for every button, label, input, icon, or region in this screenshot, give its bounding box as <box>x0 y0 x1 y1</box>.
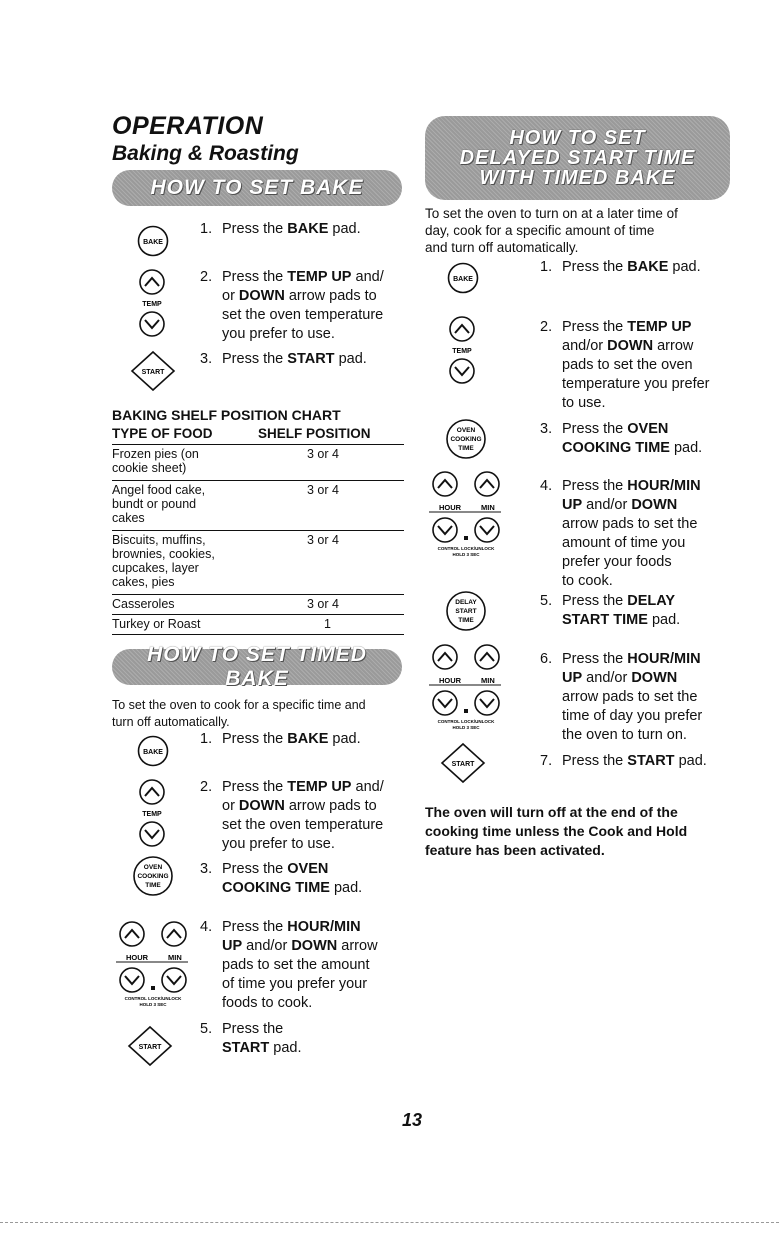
hour-label: HOUR <box>439 676 462 685</box>
step-text: or <box>222 288 239 304</box>
temp-icon-label: TEMP <box>142 811 162 818</box>
step-text: you prefer to use. <box>222 836 335 852</box>
step-bold: BAKE <box>287 731 329 747</box>
hold-label: HOLD 3 SEC <box>452 725 480 730</box>
table-cell: bundt or pound <box>112 497 197 511</box>
step-text: pads to set the amount <box>222 957 370 973</box>
step-text: Press the <box>222 919 288 935</box>
table-cell: cakes <box>112 511 145 525</box>
bake-pad-icon <box>137 225 169 257</box>
time-label: TIME <box>458 617 474 624</box>
intro-line: To set the oven to cook for a specific time and <box>112 698 366 712</box>
banner-line: WITH TIMED BAKE <box>479 167 676 189</box>
hour-min-arrows-icon <box>112 920 198 1010</box>
col-header-food: TYPE OF FOOD <box>112 426 213 441</box>
hour-min-arrows-icon <box>425 643 511 733</box>
step-text: pad. <box>668 259 701 275</box>
step-bold: UP <box>222 938 243 954</box>
cooking-label: COOKING <box>137 873 169 880</box>
bake-pad-icon <box>137 735 169 767</box>
step-bold: BAKE <box>287 221 329 237</box>
start-icon-label: START <box>451 761 475 768</box>
temp-icon-label: TEMP <box>452 348 472 355</box>
table-row <box>112 483 404 531</box>
step-text: Press the <box>222 269 288 285</box>
step-bold: TEMP UP <box>287 269 352 285</box>
table-row <box>112 597 404 615</box>
step-text: temperature you prefer <box>562 376 710 392</box>
table-cell: 3 or 4 <box>307 447 339 461</box>
step-text: and/or <box>582 497 632 513</box>
start-pad-icon <box>440 742 486 784</box>
page-title: OPERATION <box>112 112 264 140</box>
step-text: pad. <box>647 612 681 628</box>
timed-bake-step-5 <box>200 1020 400 1060</box>
intro-line: and turn off automatically. <box>425 240 579 255</box>
step-bold: COOKING TIME <box>222 880 330 896</box>
step-text: pad. <box>334 351 367 367</box>
step-bold: UP <box>562 497 583 513</box>
step-bold: DOWN <box>238 798 285 814</box>
min-label: MIN <box>481 676 495 685</box>
set-bake-step-3 <box>200 350 400 370</box>
step-bold: TEMP UP <box>627 319 692 335</box>
step-text: pad. <box>669 440 703 456</box>
step-number: 1. <box>200 221 213 237</box>
step-bold: START <box>287 351 335 367</box>
step-text: Press the <box>562 753 628 769</box>
step-text: amount of time you <box>562 535 686 551</box>
step-text: Press the <box>562 319 628 335</box>
step-text: Press the <box>222 731 288 747</box>
intro-line: day, cook for a specific amount of time <box>425 223 655 238</box>
step-text: arrow pads to <box>284 288 377 304</box>
step-number: 4. <box>200 919 213 935</box>
step-bold: UP <box>562 670 583 686</box>
step-text: pad. <box>328 731 361 747</box>
timed-bake-intro <box>112 697 407 731</box>
step-bold: DOWN <box>238 288 285 304</box>
step-bold: START TIME <box>562 612 648 628</box>
temp-up-down-icon <box>137 268 169 340</box>
delayed-step-7 <box>540 752 760 772</box>
table-row <box>112 447 404 481</box>
step-number: 2. <box>200 779 213 795</box>
step-text: set the oven temperature <box>222 817 384 833</box>
page-bottom-rule <box>0 1222 779 1223</box>
step-text: arrow pads to set the <box>562 689 698 705</box>
step-text: pad. <box>328 221 361 237</box>
table-cell: Casseroles <box>112 597 175 611</box>
step-number: 1. <box>540 259 553 275</box>
delay-start-time-icon <box>445 590 487 632</box>
step-text: Press the <box>222 861 288 877</box>
delayed-step-2 <box>540 318 760 418</box>
bake-icon-label: BAKE <box>143 749 163 756</box>
step-text: and/ <box>351 779 384 795</box>
table-cell: brownies, cookies, <box>112 547 215 561</box>
oven-cooking-time-icon <box>445 418 487 460</box>
timed-bake-step-2 <box>200 778 400 858</box>
oven-label: OVEN <box>456 427 476 434</box>
step-text: pad. <box>329 880 363 896</box>
step-bold: BAKE <box>627 259 669 275</box>
step-bold: DOWN <box>607 338 654 354</box>
set-bake-step-2 <box>200 268 400 348</box>
hold-label: HOLD 3 SEC <box>452 552 480 557</box>
hour-min-arrows-icon <box>425 470 511 560</box>
step-text: arrow <box>653 338 694 354</box>
step-bold: TEMP UP <box>287 779 352 795</box>
bake-icon-label: BAKE <box>143 239 163 246</box>
min-label: MIN <box>168 953 182 962</box>
step-bold: OVEN <box>627 421 669 437</box>
step-text: Press the <box>222 221 288 237</box>
note-line: The oven will turn off at the end of the <box>425 804 678 820</box>
step-text: of time you prefer your <box>222 976 368 992</box>
hold-label: HOLD 3 SEC <box>139 1002 167 1007</box>
timed-bake-step-1 <box>200 730 400 750</box>
shelf-chart-header <box>112 426 404 445</box>
table-cell: 3 or 4 <box>307 597 339 611</box>
step-text: Press the <box>222 779 288 795</box>
table-row <box>112 617 404 635</box>
time-label: TIME <box>458 445 474 452</box>
step-text: time of day you prefer <box>562 708 703 724</box>
step-number: 3. <box>200 861 213 877</box>
step-number: 5. <box>540 593 553 609</box>
step-text: prefer your foods <box>562 554 672 570</box>
table-cell: 1 <box>324 617 331 631</box>
step-number: 6. <box>540 651 553 667</box>
step-text: to cook. <box>562 573 613 589</box>
start-label: START <box>455 608 477 615</box>
temp-up-down-icon <box>137 778 169 850</box>
step-text: you prefer to use. <box>222 326 335 342</box>
section-subtitle: Baking & Roasting <box>112 142 299 165</box>
step-text: and/or <box>242 938 292 954</box>
step-text: or <box>222 798 239 814</box>
timed-bake-step-3 <box>200 860 400 900</box>
note-line: feature has been activated. <box>425 842 605 858</box>
auto-off-note <box>425 803 745 860</box>
step-bold: DOWN <box>631 670 678 686</box>
oven-label: OVEN <box>143 864 163 871</box>
delayed-intro <box>425 205 755 256</box>
step-text: arrow pads to set the <box>562 516 698 532</box>
step-number: 2. <box>200 269 213 285</box>
table-cell: cookie sheet) <box>112 461 187 475</box>
step-text: and/ <box>351 269 384 285</box>
step-number: 3. <box>540 421 553 437</box>
table-row <box>112 533 404 595</box>
step-text: pad. <box>674 753 707 769</box>
page-number: 13 <box>402 1110 423 1130</box>
start-pad-icon <box>127 1025 173 1067</box>
intro-line: To set the oven to turn on at a later time of <box>425 206 678 221</box>
step-number: 4. <box>540 478 553 494</box>
min-label: MIN <box>481 503 495 512</box>
step-text: arrow <box>337 938 378 954</box>
how-to-set-timed-bake-banner: HOW TO SET TIMED BAKE <box>112 649 402 685</box>
step-number: 2. <box>540 319 553 335</box>
time-label: TIME <box>145 882 161 889</box>
step-text: Press the <box>562 421 628 437</box>
step-number: 3. <box>200 351 213 367</box>
temp-icon-label: TEMP <box>142 301 162 308</box>
step-text: Press the <box>222 1021 284 1037</box>
step-text: set the oven temperature <box>222 307 384 323</box>
step-text: Press the <box>222 351 288 367</box>
control-lock-label: CONTROL LOCK/UNLOCK <box>437 719 495 724</box>
oven-cooking-time-icon <box>132 855 174 897</box>
banner-line: HOW TO SET <box>509 127 646 149</box>
step-text: to use. <box>562 395 606 411</box>
timed-bake-step-4 <box>200 918 400 1018</box>
table-cell: cupcakes, layer <box>112 561 199 575</box>
step-text: Press the <box>562 651 628 667</box>
step-bold: HOUR/MIN <box>627 478 701 494</box>
step-number: 5. <box>200 1021 213 1037</box>
step-text: pad. <box>269 1040 302 1056</box>
step-bold: HOUR/MIN <box>287 919 361 935</box>
banner-line: DELAYED START TIME <box>459 147 696 169</box>
start-icon-label: START <box>138 1044 162 1051</box>
hour-label: HOUR <box>126 953 149 962</box>
start-pad-icon <box>130 350 176 392</box>
step-text: pads to set the oven <box>562 357 693 373</box>
set-bake-step-1 <box>200 220 400 240</box>
table-cell: Turkey or Roast <box>112 617 201 631</box>
delayed-step-1 <box>540 258 760 278</box>
col-header-position: SHELF POSITION <box>258 426 371 441</box>
bake-pad-icon <box>447 262 479 294</box>
table-cell: cakes, pies <box>112 575 175 589</box>
start-icon-label: START <box>141 369 165 376</box>
table-cell: Frozen pies (on <box>112 447 199 461</box>
step-bold: DELAY <box>627 593 676 609</box>
step-number: 7. <box>540 753 553 769</box>
shelf-chart-title: BAKING SHELF POSITION CHART <box>112 407 341 423</box>
bake-icon-label: BAKE <box>453 276 473 283</box>
step-text: foods to cook. <box>222 995 313 1011</box>
step-text: Press the <box>562 478 628 494</box>
step-bold: HOUR/MIN <box>627 651 701 667</box>
step-text: and/or <box>562 338 608 354</box>
step-bold: COOKING TIME <box>562 440 670 456</box>
step-number: 1. <box>200 731 213 747</box>
intro-line: turn off automatically. <box>112 715 230 729</box>
step-text: and/or <box>582 670 632 686</box>
step-bold: START <box>627 753 675 769</box>
temp-up-down-icon <box>447 315 479 387</box>
step-text: the oven to turn on. <box>562 727 687 743</box>
delayed-start-banner <box>425 116 730 200</box>
step-text: arrow pads to <box>284 798 377 814</box>
table-cell: Biscuits, muffins, <box>112 533 206 547</box>
delay-label: DELAY <box>455 599 477 606</box>
cooking-label: COOKING <box>450 436 482 443</box>
step-bold: START <box>222 1040 270 1056</box>
how-to-set-bake-banner: HOW TO SET BAKE <box>112 170 402 206</box>
note-line: cooking time unless the Cook and Hold <box>425 823 688 839</box>
control-lock-label: CONTROL LOCK/UNLOCK <box>437 546 495 551</box>
delayed-step-3 <box>540 420 760 460</box>
delayed-step-6 <box>540 650 760 750</box>
table-cell: Angel food cake, <box>112 483 206 497</box>
table-cell: 3 or 4 <box>307 483 339 497</box>
control-lock-label: CONTROL LOCK/UNLOCK <box>124 996 182 1001</box>
step-text: Press the <box>562 593 628 609</box>
step-text: Press the <box>562 259 628 275</box>
delayed-step-4 <box>540 477 760 597</box>
step-bold: DOWN <box>631 497 678 513</box>
step-bold: DOWN <box>291 938 338 954</box>
step-bold: OVEN <box>287 861 329 877</box>
table-cell: 3 or 4 <box>307 533 339 547</box>
delayed-step-5 <box>540 592 760 632</box>
hour-label: HOUR <box>439 503 462 512</box>
